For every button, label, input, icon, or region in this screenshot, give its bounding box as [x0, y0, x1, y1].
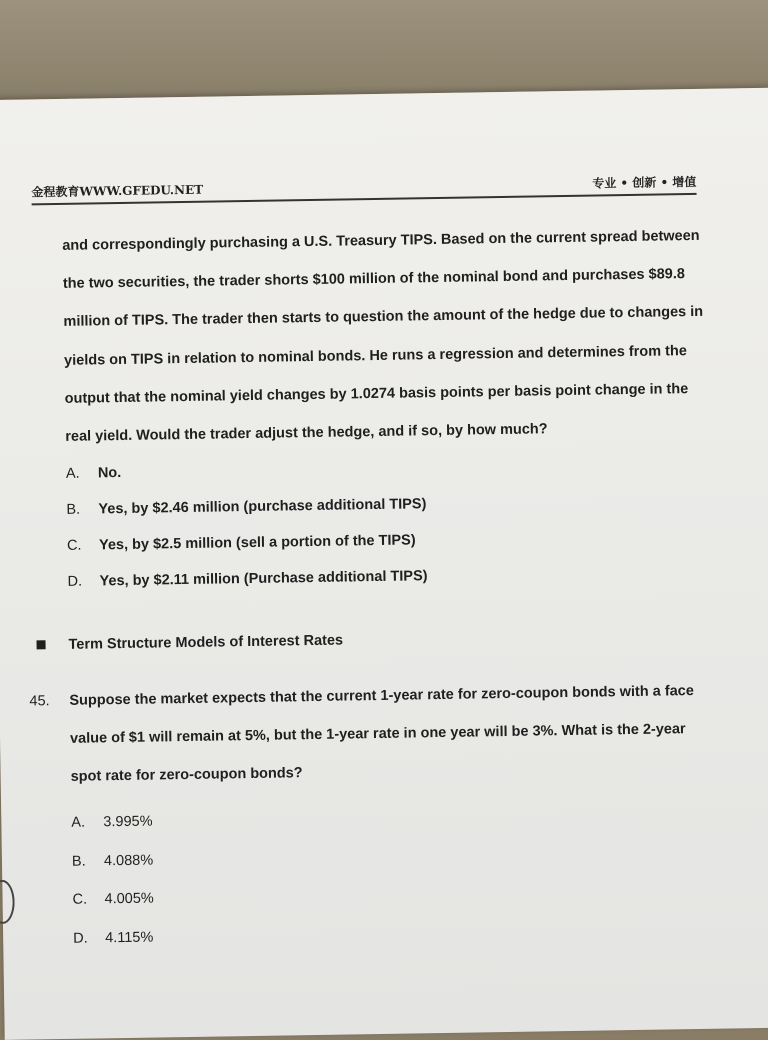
option-text: 3.995%	[103, 813, 153, 831]
page-header	[31, 171, 696, 205]
option-letter: D.	[73, 930, 88, 947]
option-text: Yes, by $2.11 million (Purchase additional TIPS)	[99, 568, 428, 590]
option-text: Yes, by $2.5 million (sell a portion of the TIPS)	[98, 532, 416, 554]
option-letter: B.	[66, 501, 81, 519]
option-text: Yes, by $2.46 million (purchase additional TIPS)	[98, 496, 427, 518]
header-slogan: 专业 • 创新 • 增值	[592, 174, 697, 191]
option-text: 4.005%	[104, 890, 154, 908]
option-letter: B.	[71, 853, 86, 870]
question-passage: and correspondingly purchasing a U.S. Treasury TIPS. Based on the current spread between the two securities, the trader shorts $100 million of the nominal bond and purchases $89.8 million of TIPS. The trader then starts to question the amount of the hedge due to changes in yields on TIPS in relation to nominal bonds. He runs a regression and determines from the output that the nominal yield changes by 1.0274 basis points per basis point change in the real yield. Would the trader adjust the hedge, and if so, by how much?	[62, 227, 704, 445]
option-letter: C.	[72, 891, 88, 909]
square-bullet-icon	[36, 640, 45, 649]
option-letter: C.	[66, 537, 82, 555]
option-letter: D.	[67, 573, 83, 591]
section-heading	[68, 618, 708, 662]
option-letter: A.	[65, 465, 80, 483]
page-content	[29, 217, 713, 958]
question-text: Suppose the market expects that the current 1-year rate for zero-coupon bonds with a face value of $1 will remain at 5%, but the 1-year rate in one year will be 3%. What is the 2-year spot rate for zero-coupon bonds?	[69, 683, 694, 786]
option-letter: A.	[71, 814, 86, 832]
option-text: No.	[97, 465, 122, 482]
header-website: 金程教育WWW.GFEDU.NET	[31, 182, 204, 200]
answer-options-previous	[66, 446, 708, 600]
question-45	[29, 672, 713, 958]
book-page	[0, 87, 768, 1039]
question-number: 45.	[29, 693, 50, 710]
section-title: Term Structure Models of Interest Rates	[68, 632, 344, 654]
option-text: 4.088%	[103, 852, 154, 870]
answer-options	[71, 794, 713, 958]
pen-annotation	[0, 880, 15, 924]
option-text: 4.115%	[105, 929, 154, 947]
